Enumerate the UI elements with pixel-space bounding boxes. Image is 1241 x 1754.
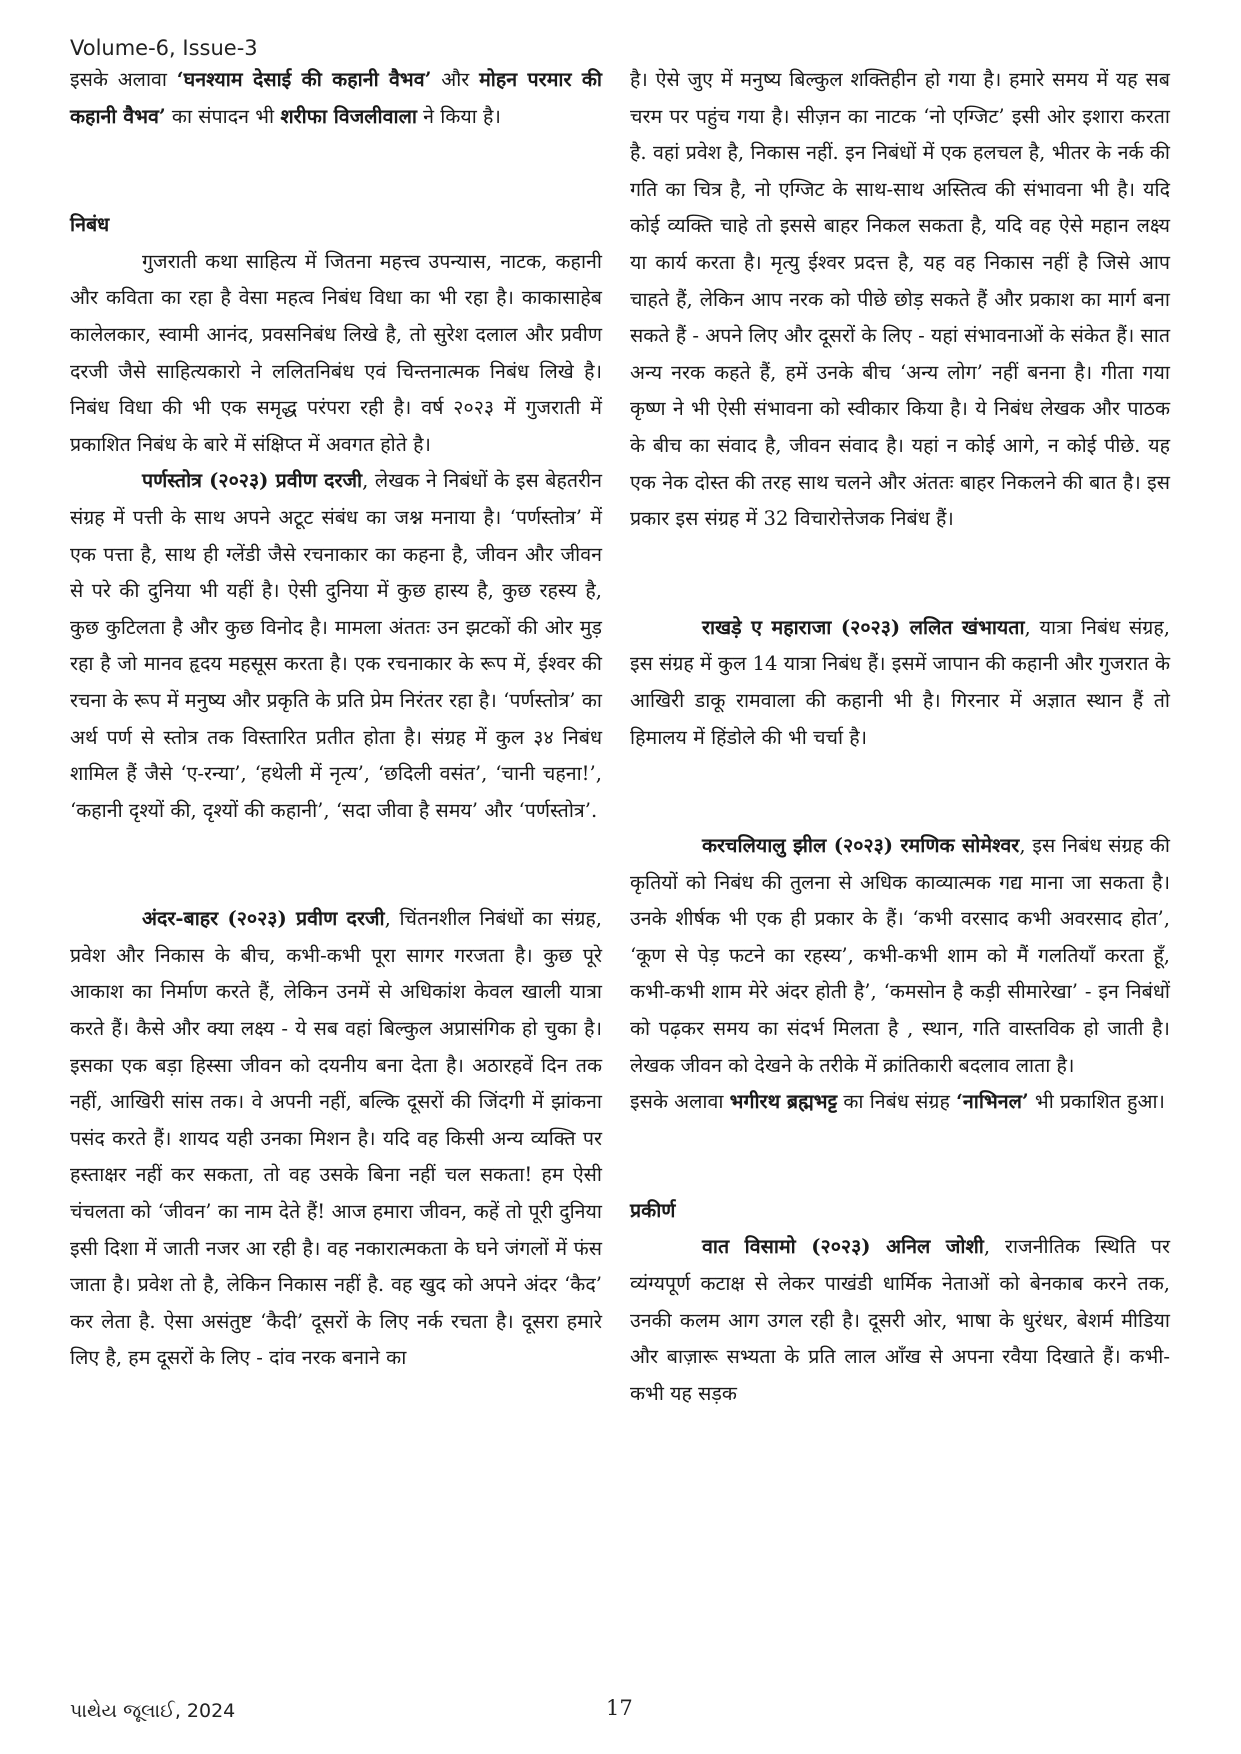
rakhde-title: राखड़े ए महाराजा (२०२३) ललित खंभायता bbox=[702, 615, 1025, 639]
book-title-mohan: मोहन परमार की कहानी वैभव’ bbox=[70, 68, 603, 128]
andar-bahar-title: अंदर-बाहर (२०२३) प्रवीण दरजी bbox=[142, 907, 385, 931]
andar-bahar-continuation: है। ऐसे जुए में मनुष्य बिल्कुल शक्तिहीन हो गया है। हमारे समय में यह सब चरम पर पहुंच गया है। सीज़न का नाटक ‘नो एग्जिट’ इसी ओर इशारा करता है. वहां प्रवेश है, निकास नहीं. इन निबंधों में एक हलचल है, भीतर के नर्क की गति का चित्र है, नो एग्जिट के साथ-साथ अस्तित्व की संभावना भी है। यदि कोई व्यक्ति चाहे तो इससे बाहर निकल सकता है, यदि वह ऐसे महान लक्ष्य या कार्य करता है। मृत्यु ईश्वर प्रदत्त है, यह वह निकास नहीं है जिसे आप चाहते हैं, लेकिन आप नरक को पीछे छोड़ सकते हैं और प्रकाश का मार्ग बना सकते हैं - अपने लिए और दूसरों के लिए - यहां संभावनाओं के संकेत हैं। सात अन्य नरक कहते हैं, हमें उनके बीच ‘अन्य लोग’ नहीं बनना है। गीता गया कृष्ण ने भी ऐसी संभावना को स्वीकार किया है। ये निबंध लेखक और पाठक के बीच का संवाद है, जीवन संवाद है। यहां न कोई आगे, न कोई पीछे. यह एक नेक दोस्त की तरह साथ चलने और अंततः बाहर निकलने की बात है। इस प्रकार इस संग्रह में 32 विचारोत्तेजक निबंध हैं। bbox=[630, 68, 1170, 531]
rakhde-paragraph: राखड़े ए महाराजा (२०२३) ललित खंभायता, यात्रा निबंध संग्रह, इस संग्रह में कुल 14 यात्रा निबंध हैं। इसमें जापान की कहानी और गुजरात के आखिरी डाकू रामवाला की कहानी भी है। गिरनार में अज्ञात स्थान हैं तो हिमालय में हिंडोले की भी चर्चा है। bbox=[630, 615, 1170, 749]
parnastotra-title: पर्णस्तोत्र (२०२३) प्रवीण दरजी bbox=[142, 469, 363, 493]
section-heading-misc: प्रकीर्ण bbox=[630, 1198, 676, 1222]
karchaliyalu-paragraph: करचलियालु झील (२०२३) रमणिक सोमेश्वर, इस निबंध संग्रह की कृतियों को निबंध की तुलना से अधिक काव्यात्मक गद्य माना जा सकता है। उनके शीर्षक भी एक ही प्रकार के हैं। ‘कभी वरसाद कभी अवरसाद होत’, ‘कूण से पेड़ फटने का रहस्य’, कभी-कभी शाम को मैं गलतियाँ करता हूँ, कभी-कभी शाम मेरे अंदर होती है’, ‘कमसोन है कड़ी सीमारेखा’ - इन निबंधों को पढ़कर समय का संदर्भ मिलता है , स्थान, गति वास्तविक हो जाती है। लेखक जीवन को देखने के तरीके में क्रांतिकारी बदलाव लाता है। bbox=[630, 834, 1170, 1077]
right-column bbox=[630, 62, 1170, 1412]
volume-issue-label: Volume-6, Issue-3 bbox=[70, 36, 258, 60]
essay-intro-paragraph: गुजराती कथा साहित्य में जितना महत्त्व उपन्यास, नाटक, कहानी और कविता का रहा है वेसा महत्व निबंध विधा का भी रहा है। काकासाहेब कालेलकार, स्वामी आनंद, प्रवसनिबंध लिखे है, तो सुरेश दलाल और प्रवीण दरजी जैसे साहित्यकारो ने ललितनिबंध एवं चिन्तनात्मक निबंध लिखे है। निबंध विधा की भी एक समृद्ध परंपरा रही है। वर्ष २०२३ में गुजराती में प्रकाशित निबंध के बारे में संक्षिप्त में अवगत होते है। bbox=[70, 249, 602, 456]
section-heading-essay: निबंध bbox=[70, 213, 110, 237]
magazine-footer: પાથેય જૂલાઈ, 2024 bbox=[70, 1700, 236, 1722]
page-number: 17 bbox=[606, 1696, 633, 1720]
book-title-ghanshyam: ‘घनश्याम देसाई की कहानी वैभव’ bbox=[176, 68, 432, 91]
intro-paragraph: इसके अलावा ‘घनश्याम देसाई की कहानी वैभव’ और मोहन परमार की कहानी वैभव’ का संपादन भी शरीफा विजलीवाला ने किया है। bbox=[70, 68, 603, 128]
book-title-nabhinal: ‘नाभिनल’ bbox=[956, 1090, 1029, 1114]
author-bhagirath: भगीरथ ब्रह्मभट्ट bbox=[729, 1090, 838, 1114]
parnastotra-paragraph: पर्णस्तोत्र (२०२३) प्रवीण दरजी, लेखक ने निबंधों के इस बेहतरीन संग्रह में पत्ती के साथ अपने अटूट संबंध का जश्न मनाया है। ‘पर्णस्तोत्र’ में एक पत्ता है, साथ ही ग्लेंडी जैसे रचनाकार का कहना है, जीवन और जीवन से परे की दुनिया भी यहीं है। ऐसी दुनिया में कुछ हास्य है, कुछ रहस्य है, कुछ कुटिलता है और कुछ विनोद है। मामला अंततः उन झटकों की ओर मुड़ रहा है जो मानव हृदय महसूस करता है। एक रचनाकार के रूप में, ईश्वर की रचना के रूप में मनुष्य और प्रकृति के प्रति प्रेम निरंतर रहा है। ‘पर्णस्तोत्र’ का अर्थ पर्ण से स्तोत्र तक विस्तारित प्रतीत होता है। संग्रह में कुल ३४ निबंध शामिल हैं जैसे ‘ए-रन्या’, ‘हथेली में नृत्य’, ‘छदिली वसंत’, ‘चानी चहना!’, ‘कहानी दृश्यों की, दृश्यों की कहानी’, ‘सदा जीवा है समय’ और ‘पर्णस्तोत्र’. bbox=[70, 469, 602, 822]
vaat-paragraph: वात विसामो (२०२३) अनिल जोशी, राजनीतिक स्थिति पर व्यंग्यपूर्ण कटाक्ष से लेकर पाखंडी धार्मिक नेताओं को बेनकाब करने तक, उनकी कलम आग उगल रही है। दूसरी ओर, भाषा के धुरंधर, बेशर्म मीडिया और बाज़ारू सभ्यता के प्रति लाल आँख से अपना रवैया दिखाते हैं। कभी-कभी यह सड़क bbox=[630, 1235, 1171, 1405]
karchaliyalu-title: करचलियालु झील (२०२३) रमणिक सोमेश्वर bbox=[702, 834, 1020, 858]
andar-bahar-paragraph: अंदर-बाहर (२०२३) प्रवीण दरजी, चिंतनशील निबंधों का संग्रह, प्रवेश और निकास के बीच, कभी-कभी पूरा सागर गरजता है। कुछ पूरे आकाश का निर्माण करते हैं, लेकिन उनमें से अधिकांश केवल खाली यात्रा करते हैं। कैसे और क्या लक्ष्य - ये सब वहां बिल्कुल अप्रासंगिक हो चुका है। इसका एक बड़ा हिस्सा जीवन को दयनीय बना देता है। अठारहवें दिन तक नहीं, आखिरी सांस तक। वे अपनी नहीं, बल्कि दूसरों की जिंदगी में झांकना पसंद करते हैं। शायद यही उनका मिशन है। यदि वह किसी अन्य व्यक्ति पर हस्ताक्षर नहीं कर सकता, तो वह उसके बिना नहीं चल सकता! हम ऐसी चंचलता को ‘जीवन’ का नाम देते हैं! आज हमारा जीवन, कहें तो पूरी दुनिया इसी दिशा में जाती नजर आ रही है। वह नकारात्मकता के घने जंगलों में फंस जाता है। प्रवेश तो है, लेकिन निकास नहीं है. वह खुद को अपने अंदर ‘कैद’ कर लेता है. ऐसा असंतुष्ट ‘कैदी’ दूसरों के लिए नर्क रचता है। दूसरा हमारे लिए है, हम दूसरों के लिए - दांव नरक बनाने का bbox=[70, 907, 602, 1370]
vaat-title: वात विसामो (२०२३) अनिल जोशी bbox=[702, 1235, 984, 1259]
editor-name: शरीफा विजलीवाला bbox=[280, 104, 417, 128]
left-column bbox=[70, 62, 602, 1377]
bhagirath-paragraph: इसके अलावा भगीरथ ब्रह्मभट्ट का निबंध संग्रह ‘नाभिनल’ भी प्रकाशित हुआ। bbox=[630, 1090, 1165, 1114]
